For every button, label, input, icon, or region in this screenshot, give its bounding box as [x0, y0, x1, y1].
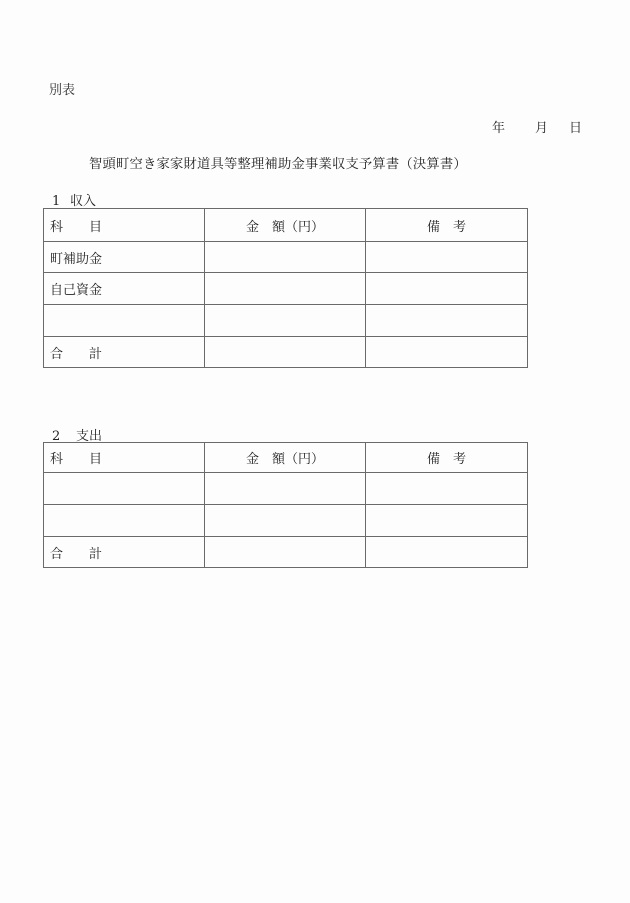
income-remarks-cell[interactable]: [366, 242, 528, 273]
income-amount-cell[interactable]: [205, 273, 366, 305]
income-item-cell[interactable]: 町補助金: [44, 242, 205, 273]
income-item-cell[interactable]: [44, 305, 205, 337]
income-item-cell[interactable]: 自己資金: [44, 273, 205, 305]
expense-section-number: 2: [52, 429, 61, 444]
income-amount-cell[interactable]: [205, 305, 366, 337]
income-header-row: [44, 209, 528, 242]
income-header-item: 科 目: [44, 209, 205, 242]
date-day-field[interactable]: 日: [569, 121, 583, 136]
expense-remarks-cell[interactable]: [366, 505, 528, 537]
income-total-remarks[interactable]: [366, 337, 528, 368]
table-row: [44, 505, 528, 537]
expense-section-title: 支出: [76, 429, 103, 444]
expense-total-remarks[interactable]: [366, 537, 528, 568]
expense-table: [43, 442, 528, 568]
income-header-remarks: 備 考: [366, 209, 528, 242]
table-row: [44, 242, 528, 273]
income-header-amount: 金 額（円）: [205, 209, 366, 242]
income-table: [43, 208, 528, 368]
expense-total-label: 合 計: [44, 537, 205, 568]
expense-amount-cell[interactable]: [205, 505, 366, 537]
expense-header-amount: 金 額（円）: [205, 443, 366, 473]
income-remarks-cell[interactable]: [366, 273, 528, 305]
income-total-amount[interactable]: [205, 337, 366, 368]
expense-total-amount[interactable]: [205, 537, 366, 568]
table-row: [44, 305, 528, 337]
expense-header-remarks: 備 考: [366, 443, 528, 473]
expense-item-cell[interactable]: [44, 473, 205, 505]
income-total-row: [44, 337, 528, 368]
date-year-field[interactable]: 年: [492, 121, 506, 136]
expense-remarks-cell[interactable]: [366, 473, 528, 505]
income-section-number: 1: [52, 194, 61, 209]
table-row: [44, 473, 528, 505]
income-amount-cell[interactable]: [205, 242, 366, 273]
expense-header-row: [44, 443, 528, 473]
document-title: 智頭町空き家家財道具等整理補助金事業収支予算書（決算書）: [89, 157, 467, 172]
appendix-label: 別表: [49, 83, 76, 98]
expense-total-row: [44, 537, 528, 568]
date-line: [492, 117, 582, 136]
expense-amount-cell[interactable]: [205, 473, 366, 505]
income-section-title: 収入: [70, 194, 97, 209]
income-section-heading: [52, 190, 96, 209]
date-month-field[interactable]: 月: [535, 121, 549, 136]
income-total-label: 合 計: [44, 337, 205, 368]
income-remarks-cell[interactable]: [366, 305, 528, 337]
expense-item-cell[interactable]: [44, 505, 205, 537]
table-row: [44, 273, 528, 305]
expense-header-item: 科 目: [44, 443, 205, 473]
